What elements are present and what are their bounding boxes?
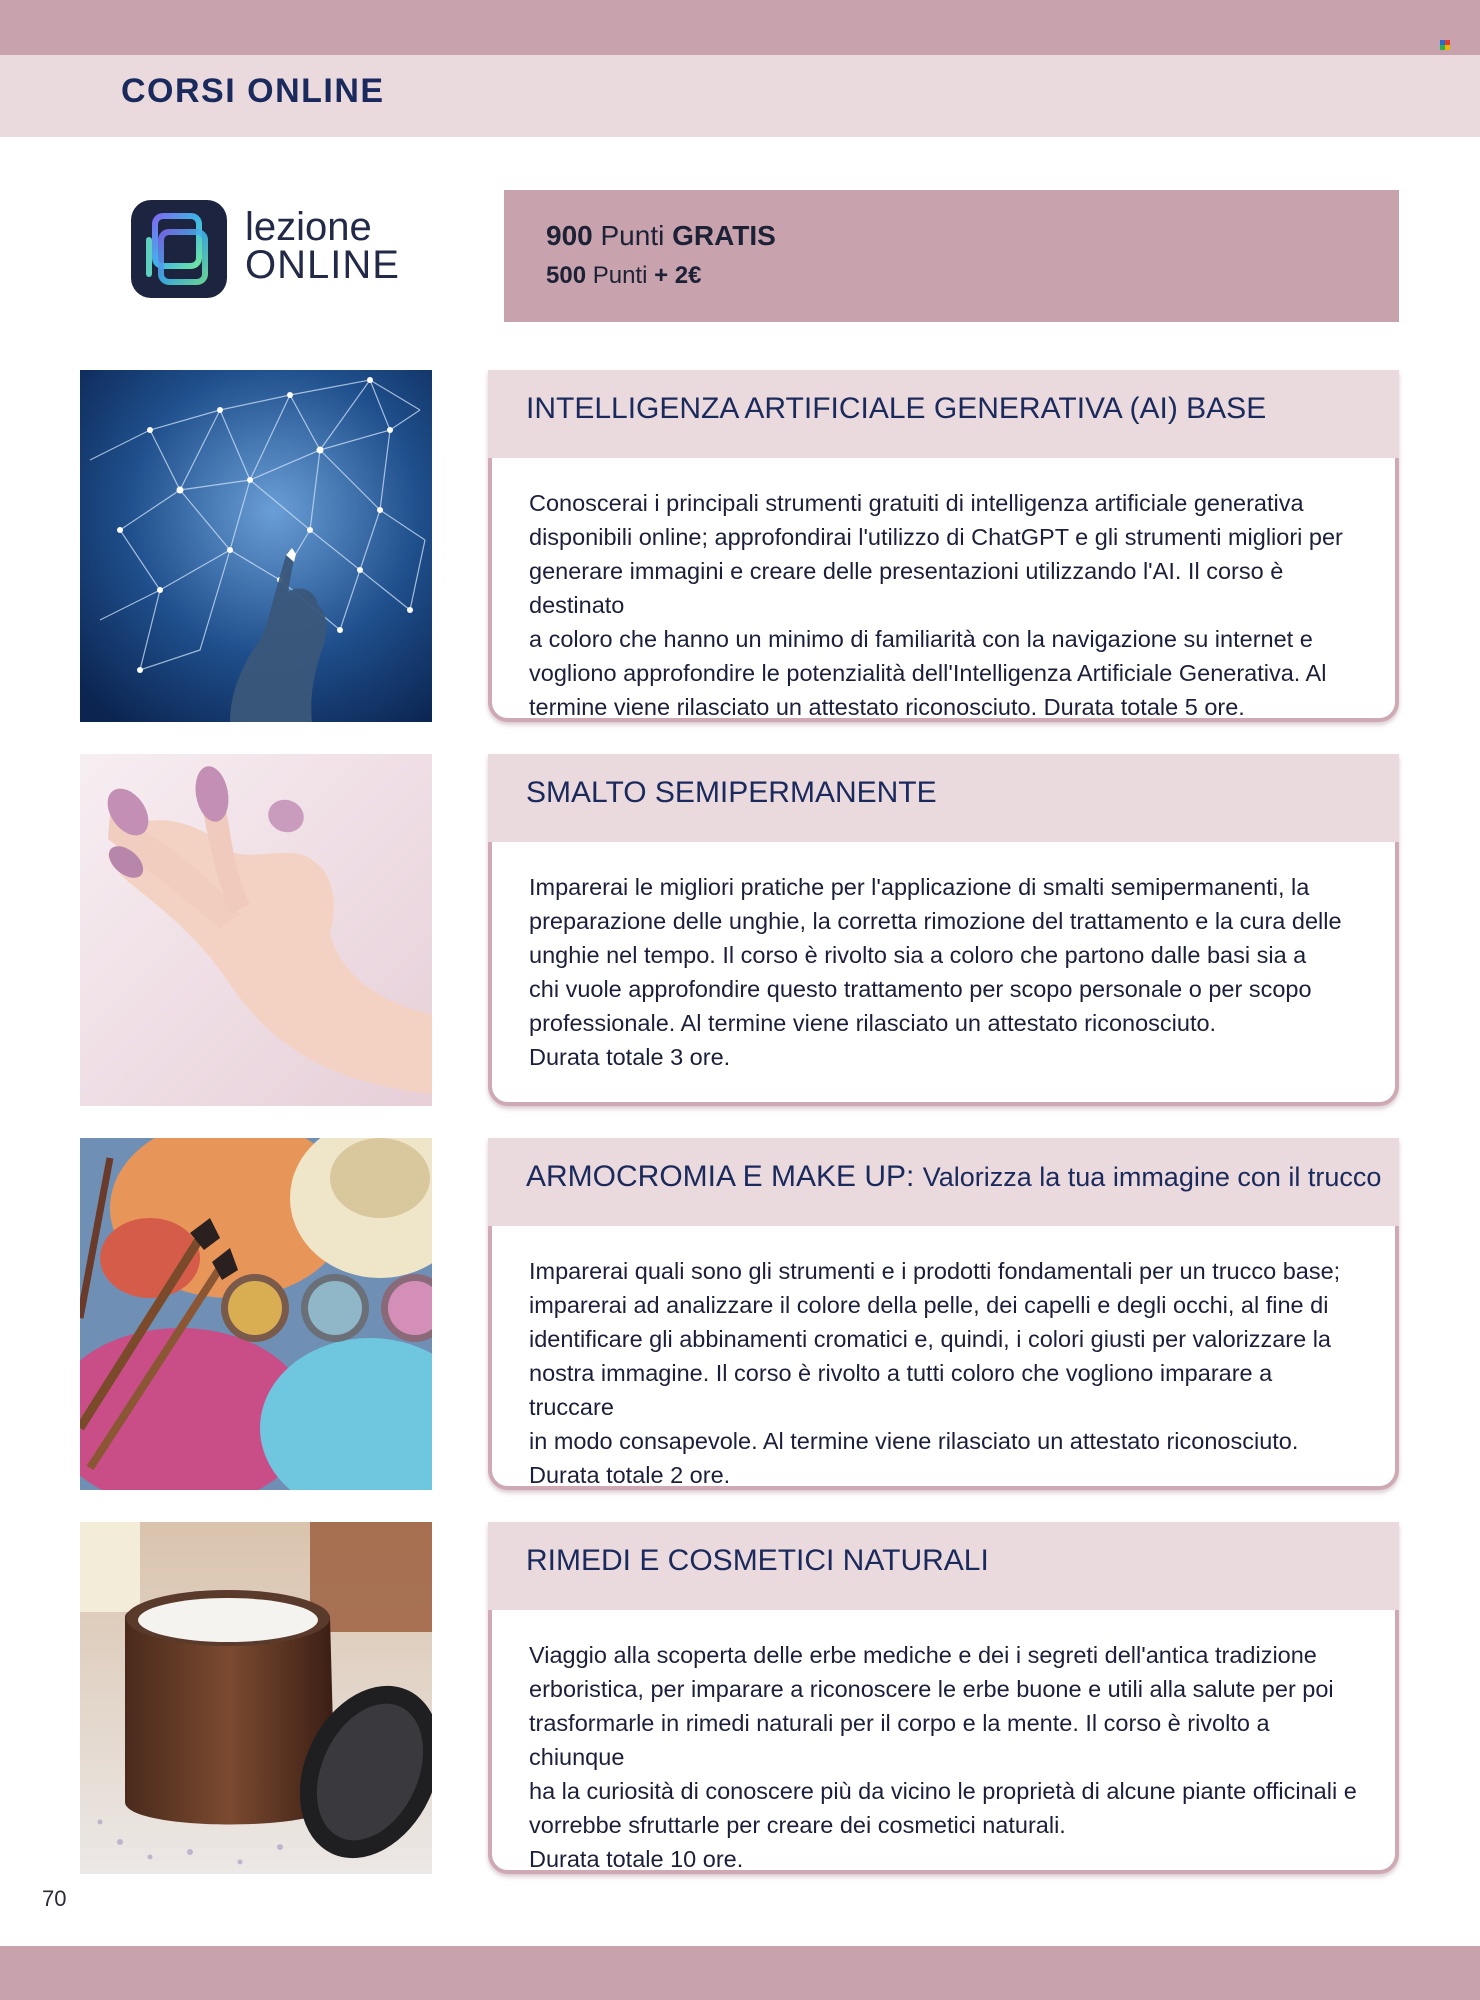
course-title: RIMEDI E COSMETICI NATURALI <box>488 1522 1399 1610</box>
page-title: CORSI ONLINE <box>121 72 385 110</box>
cosmetic-jar-image <box>80 1522 432 1874</box>
course-card-armocromia <box>488 1138 1399 1490</box>
course-title: INTELLIGENZA ARTIFICIALE GENERATIVA (AI) BASE <box>488 370 1399 458</box>
course-card-ai <box>488 370 1399 722</box>
course-description: Imparerai le migliori pratiche per l'applicazione di smalti semipermanenti, la preparazione delle unghie, la corretta rimozione del trattamento e la cura delle unghie nel tempo. Il corso è rivolto sia a coloro che partono dalle basi sia a chi vuole approfondire questo trattamento per scopo personale o per scopo professionale. Al termine viene rilasciato un attestato riconosciuto. Durata totale 3 ore. <box>529 874 1342 1070</box>
logo-word-online: ONLINE <box>245 243 400 287</box>
course-title: ARMOCROMIA E MAKE UP: Valorizza la tua immagine con il trucco <box>488 1138 1399 1226</box>
course-subtitle: Valorizza la tua immagine con il trucco <box>922 1162 1382 1192</box>
page-number: 70 <box>42 1886 67 1911</box>
bottom-decorative-bar <box>0 1946 1480 2000</box>
course-description: Conoscerai i principali strumenti gratuiti di intelligenza artificiale generativa disponibili online; approfondirai l'utilizzo di ChatGPT e gli strumenti migliori per generare immagini e creare delle presentazioni utilizzando l'AI. Il corso è destinato a coloro che hanno un minimo di familiarità con la navigazione su internet e vogliono approfondire le potenzialità dell'Intelligenza Artificiale Generativa. Al termine viene rilasciato un attestato riconosciuto. Durata totale 5 ore. <box>529 490 1343 720</box>
pricing-box <box>504 190 1399 322</box>
manicure-hand-image <box>80 754 432 1106</box>
lezione-online-logo <box>131 200 411 300</box>
course-title: SMALTO SEMIPERMANENTE <box>488 754 1399 842</box>
pricing-option-free: 900 Punti GRATIS <box>546 220 776 251</box>
corner-color-mark <box>1440 40 1450 50</box>
course-card-smalto <box>488 754 1399 1106</box>
makeup-powders-brushes-image <box>80 1138 432 1490</box>
lezione-online-logo-icon <box>131 200 227 298</box>
pricing-option-paid: 500 Punti + 2€ <box>546 262 702 289</box>
logo-word-lezione: lezione <box>245 205 372 249</box>
top-decorative-bar <box>0 0 1480 55</box>
course-card-rimedi <box>488 1522 1399 1874</box>
ai-network-hand-image <box>80 370 432 722</box>
course-description: Viaggio alla scoperta delle erbe mediche e dei i segreti dell'antica tradizione erboristica, per imparare a riconoscere le erbe buone e utili alla salute per poi trasformarle in rimedi naturali per il corpo e la mente. Il corso è rivolto a chiunque ha la curiosità di conoscere più da vicino le proprietà di alcune piante officinali e vorrebbe sfruttarle per creare dei cosmetici naturali. Durata totale 10 ore. <box>529 1642 1357 1872</box>
course-description: Imparerai quali sono gli strumenti e i prodotti fondamentali per un trucco base; imparerai ad analizzare il colore della pelle, dei capelli e degli occhi, al fine di identificare gli abbinamenti cromatici e, quindi, i colori giusti per valorizzare la nostra immagine. Il corso è rivolto a tutti coloro che vogliono imparare a truccare in modo consapevole. Al termine viene rilasciato un attestato riconosciuto. Durata totale 2 ore. <box>529 1258 1341 1488</box>
